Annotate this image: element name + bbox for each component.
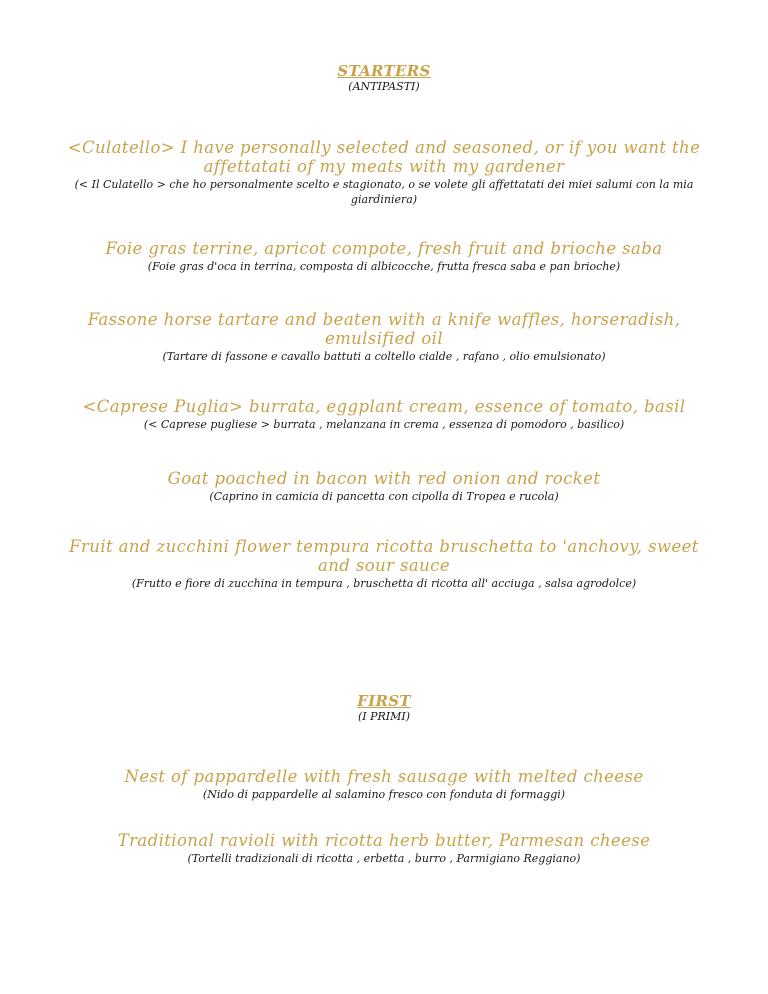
dish-subtitle: (Tortelli tradizionali di ricotta , erbetta , burro , Parmigiano Reggiano): [187, 852, 581, 865]
dish-subtitle: (Frutto e fiore di zucchina in tempura , bruschetta di ricotta all' acciuga , salsa agrodolce): [131, 577, 637, 590]
section-header-starters: [70, 62, 698, 94]
dish-title: Fassone horse tartare and beaten with a knife waffles, horseradish, emulsified oil: [87, 310, 681, 348]
menu-item: [70, 767, 698, 802]
dish-subtitle: (Caprino in camicia di pancetta con cipolla di Tropea e rucola): [209, 490, 559, 503]
dish-title: Fruit and zucchini flower tempura ricotta bruschetta to 'anchovy, sweet and sour sauce: [69, 537, 699, 575]
menu-item: [62, 537, 706, 591]
section-subtitle: (ANTIPASTI): [348, 80, 420, 93]
menu-item: [70, 469, 698, 504]
section-subtitle: (I PRIMI): [357, 710, 411, 723]
section-title: STARTERS: [337, 62, 431, 80]
dish-title: Goat poached in bacon with red onion and rocket: [167, 469, 601, 488]
dish-subtitle: (< Caprese pugliese > burrata , melanzana in crema , essenza di pomodoro , basilico): [143, 418, 625, 431]
dish-title: <Caprese Puglia> burrata, eggplant cream, essence of tomato, basil: [82, 397, 686, 416]
section-header-first: [70, 692, 698, 724]
dish-title: Traditional ravioli with ricotta herb butter, Parmesan cheese: [117, 831, 651, 850]
menu-item: [70, 831, 698, 866]
dish-subtitle: (Foie gras d'oca in terrina, composta di albicocche, frutta fresca saba e pan brioche): [147, 260, 621, 273]
menu-item: [70, 397, 698, 432]
menu-item: [70, 310, 698, 364]
dish-title: Nest of pappardelle with fresh sausage with melted cheese: [124, 767, 644, 786]
menu-item: [62, 138, 706, 207]
dish-subtitle: (< Il Culatello > che ho personalmente scelto e stagionato, o se volete gli affettatati dei miei salumi con la mia giardiniera): [74, 178, 694, 206]
dish-title: <Culatello> I have personally selected and seasoned, or if you want the affettatati of my meats with my gardener: [67, 138, 701, 176]
dish-subtitle: (Nido di pappardelle al salamino fresco con fonduta di formaggi): [202, 788, 566, 801]
menu-item: [70, 239, 698, 274]
dish-title: Foie gras terrine, apricot compote, fresh fruit and brioche saba: [105, 239, 663, 258]
dish-subtitle: (Tartare di fassone e cavallo battuti a coltello cialde , rafano , olio emulsionato): [162, 350, 606, 363]
section-title: FIRST: [357, 692, 411, 710]
